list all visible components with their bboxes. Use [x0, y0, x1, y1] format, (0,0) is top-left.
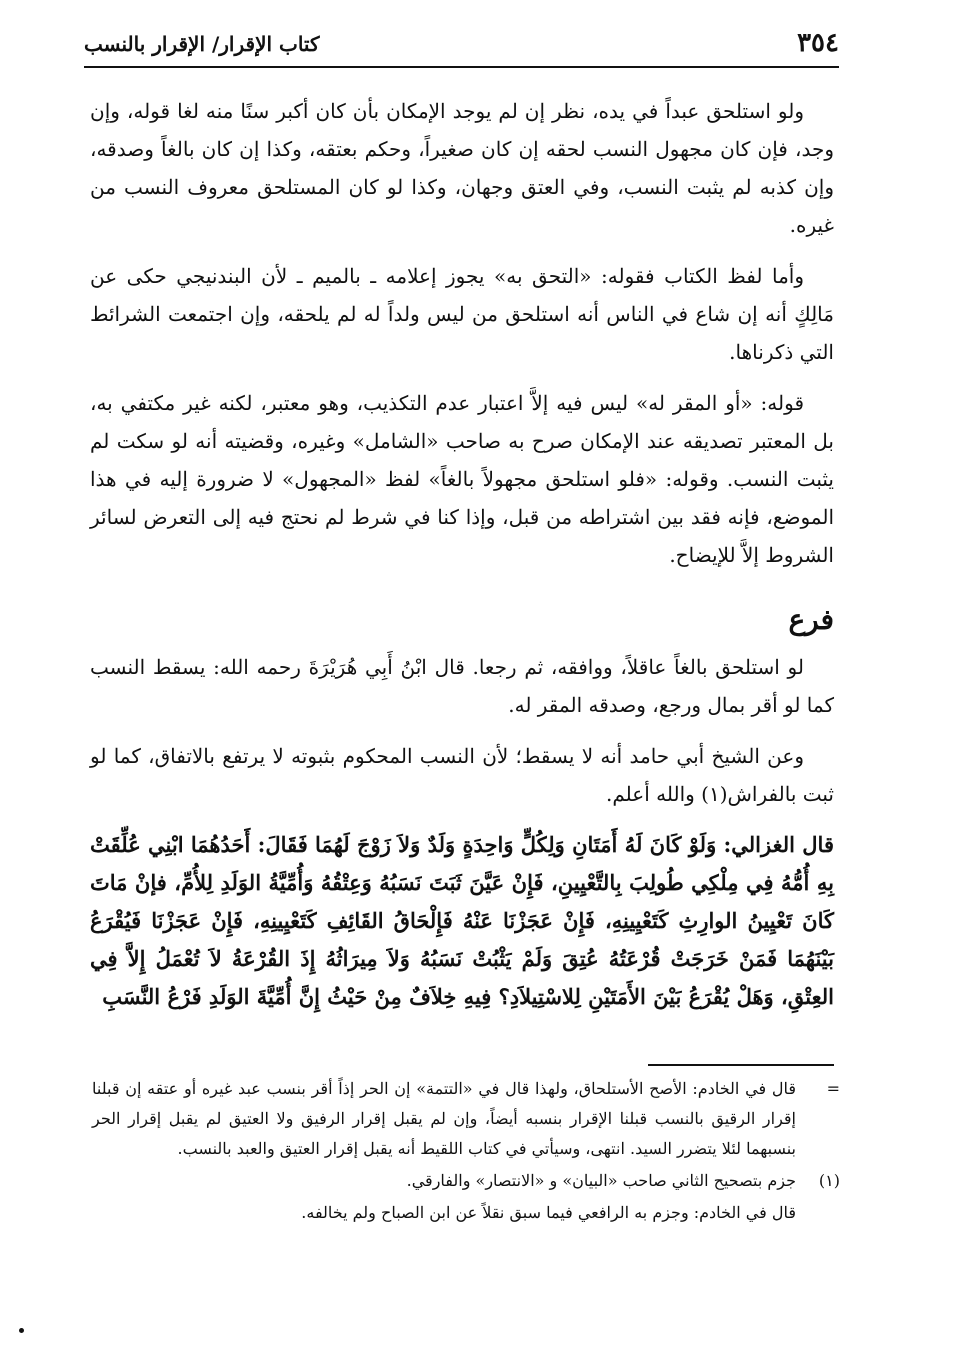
- section-heading: فرع: [788, 603, 834, 636]
- footnote-text: قال في الخادم: الأصح الأستلحاق، ولهذا قال في «التتمة» إن الحر إذاً أقر بنسب عبد غيره أو عتقه إن قبلنا إقرار الرقيق بالنسب قبلنا الإقرار بنسبه أيضاً، وإن لم يقبل إقرار الرفيق ولا العتيق لم يقبل إقرار الحر بنسبهما لئلا يتضرر السيد. انتهى، وسيأتي في كتاب اللقيط أنه يقبل إقرار العتيق والعبد بالنسب.: [92, 1079, 796, 1158]
- paragraph: لو استلحق بالغاً عاقلاً، ووافقه، ثم رجعا. قال ابْنُ أَبِي هُرَيْرَةَ رحمه الله: يسقط النسب كما لو أقر بمال ورجع، وصدقه المقر له.: [90, 655, 834, 717]
- page-number: ٣٥٤: [797, 28, 839, 58]
- paragraph: وعن الشيخ أبي حامد أنه لا يسقط؛ لأن النسب المحكوم بثبوته لا يرتفع بالاتفاق، كما لو ثبت بالفراش(١) والله أعلم.: [90, 744, 834, 806]
- footnote-number: (١): [818, 1171, 840, 1190]
- ghazali-quote: قال الغزالي: وَلَوْ كَانَ لَهُ أَمَتَانِ وَلِكُلٍّ وَاحِدَةٍ وَلَدٌ وَلاَ زَوْجَ لَهُمَا فَقَالَ: أَحَدُهُمَا ابْنِي عُلِّقَتْ بِهِ أُمُّهُ فِي مِلْكِي طُولِبَ بِالتَّعْيِينِ، فَإِنْ عَيَّنَ ثَبَتَ نَسَبُهُ وَعِتْقُهُ وَأُمِّيَّةُ الوَلَدِ لِلأُمِّ، فإنْ مَاتَ كَانَ تَعْيِينُ الوارِثِ كَتَعْيِينِهِ، فَإِنْ عَجَزْنَا عَنْهُ فَإِلْحَاقُ القَائِفِ كَتَعْيِينِهِ، فَإِنْ عَجَزْنَا فَيُقْرَعُ بَيْنَهُمَا فَمَنْ خَرَجَتْ قُرْعَتُهُ عُتِقَ وَلَمْ يَثْبُتْ نَسَبُهُ وَلاَ مِيرَاثُهُ إِذَ القُرْعَةُ لاَ تُعْمَلُ إِلاَّ فِي العِتْقِ، وَهَلْ يُقْرَعُ بَيْنَ الأَمَتَيْنِ لِلاسْتِيلاَدِ؟ فِيهِ خِلاَفٌ مِنْ حَيْثُ إِنَّ أُمِّيَّةَ الوَلَدِ فَرْعُ النَّسَبِ: [90, 832, 834, 1009]
- footnote-continued: [92, 1074, 840, 1164]
- footnote-text: قال في الخادم: وجزم به الرافعي فيما سبق نقلاً عن ابن الصباح ولم يخالفه.: [301, 1203, 796, 1222]
- footnote-text: جزم بتصحيح الثاني صاحب «البيان» و «الانتصار» والفارقي.: [406, 1171, 796, 1190]
- page-header: [84, 26, 839, 68]
- paragraph: وأما لفظ الكتاب فقوله: «التحق به» يجوز إعلامه ـ بالميم ـ لأن البندنيجي حكى عن مَالِكٍ أنه إن شاع في الناس أنه استلحق من ليس ولداً له لم يلحقه، وإن اجتمعت الشرائط التي ذكرناها.: [90, 264, 834, 364]
- footnotes: [92, 1074, 840, 1228]
- footnote-1: [92, 1166, 840, 1196]
- running-title: كتاب الإقرار/ الإقرار بالنسب: [84, 32, 320, 56]
- paragraph: ولو استلحق عبداً في يده، نظر إن لم يوجد الإمكان بأن كان أكبر سنًا منه لغا قوله، وإن وجد، فإن كان مجهول النسب لحقه إن كان صغيراً، وحكم بعتقه، وكذا إن كان بالغاً وصدقه، وإن كذبه لم يثبت النسب، وفي العتق وجهان، وكذا لو كان المستلحق معروف النسب من غيره.: [90, 99, 834, 237]
- footnote-divider: [648, 1064, 834, 1066]
- main-text: [90, 92, 834, 1016]
- footnote-continuation-marker: =: [826, 1079, 840, 1098]
- paragraph: قوله: «أو المقر له» ليس فيه إلاَّ اعتبار عدم التكذيب، وهو معتبر، لكنه غير مكتفي به، بل المعتبر تصديقه عند الإمكان صرح به صاحب «الشامل» وغيره، وقضيته أنه لو سكت لم يثبت النسب. وقوله: «فلو استلحق مجهولاً بالغاً» لفظ «المجهول» لا ضرورة إليه في هذا الموضع، فإنه فقد بين اشتراطه من قبل، وإذا كنا في شرط لم نحتج فيه إلى التعرض لسائر الشروط إلاَّ للإيضاح.: [90, 391, 834, 567]
- scan-speck: [19, 1328, 24, 1333]
